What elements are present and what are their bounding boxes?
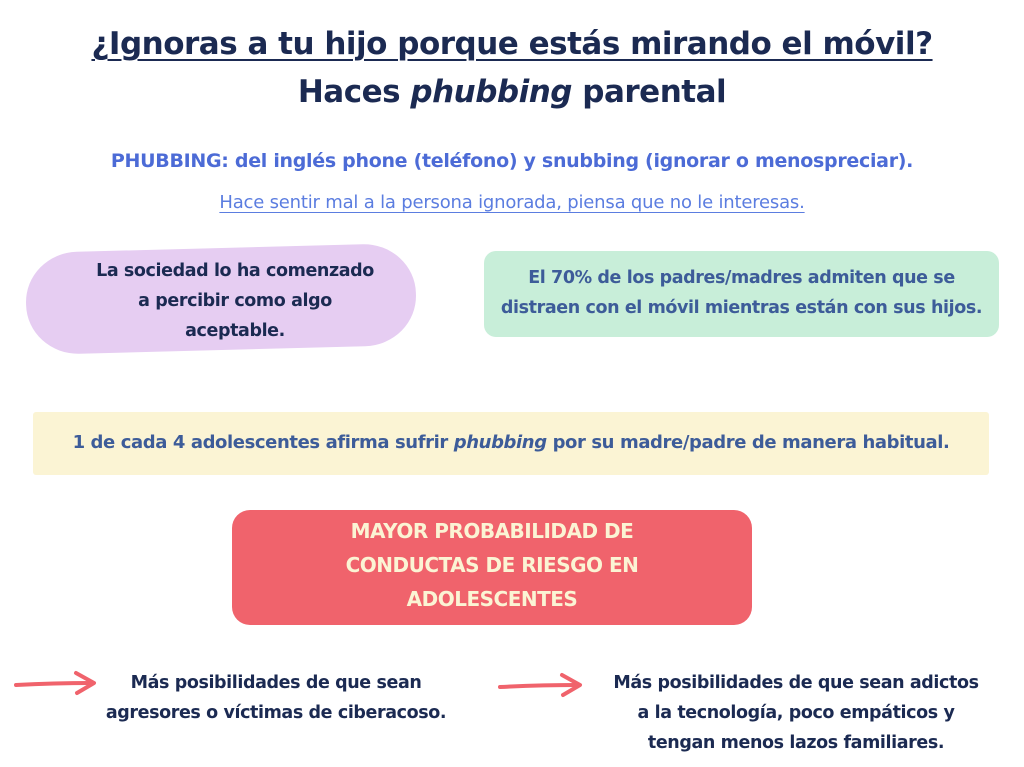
arrow-right-icon <box>498 672 584 698</box>
definition-text: PHUBBING: del inglés phone (teléfono) y snubbing (ignorar o menospreciar). <box>110 150 914 172</box>
bottom-right-text: Más posibilidades de que sean adictos a la tecnología, poco empáticos y tengan menos lazos familiares. <box>613 673 979 753</box>
title-line-2: Haces phubbing parental <box>297 74 727 110</box>
arrow-right-icon <box>14 670 98 696</box>
green-box-text: El 70% de los padres/madres admiten que se distraen con el móvil mientras están con sus hijos. <box>500 268 983 318</box>
yellow-box-text: 1 de cada 4 adolescentes afirma sufrir phubbing por su madre/padre de manera habitual. <box>72 432 950 453</box>
purple-box-text: La sociedad lo ha comenzado a percibir como algo aceptable. <box>96 261 374 341</box>
red-box-text: MAYOR PROBABILIDAD DE CONDUCTAS DE RIESGO EN ADOLESCENTES <box>345 519 639 611</box>
page-title <box>0 24 1024 112</box>
subtitle-text: Hace sentir mal a la persona ignorada, piensa que no le interesas. <box>219 192 805 213</box>
title-line-1: ¿Ignoras a tu hijo porque estás mirando el móvil? <box>91 26 933 62</box>
bottom-left-text: Más posibilidades de que sean agresores o víctimas de ciberacoso. <box>105 673 447 723</box>
